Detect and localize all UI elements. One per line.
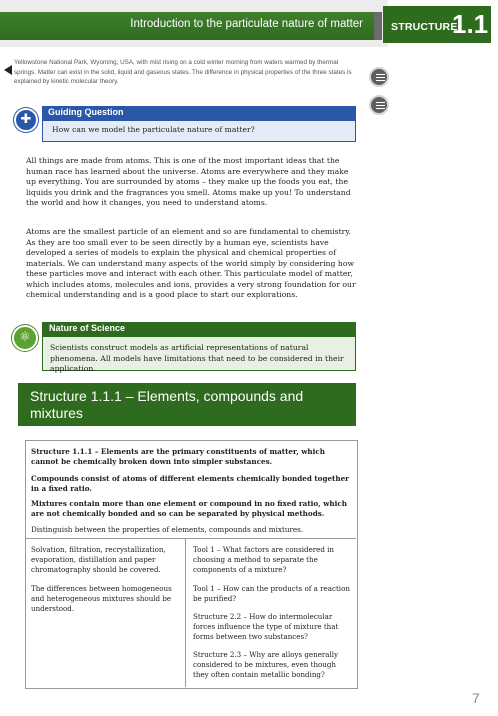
link-question: Structure 2.3 – Why are alloys generally considered to be mixtures, even though they often contain metallic bonding? — [193, 650, 339, 679]
badge-number: 1.1 — [452, 9, 489, 39]
guidance-item: Solvation, filtration, recrystallization, evaporation, distillation and paper chromatography should be covered. — [31, 545, 166, 574]
section-heading: Structure 1.1.1 – Elements, compounds and mixtures — [30, 388, 304, 421]
guiding-question-text: How can we model the particulate nature of matter? — [52, 125, 255, 134]
body-paragraph: All things are made from atoms. This is one of the most important ideas that the human race has learned about the universe. Atoms are everywhere and they make up everything. You are surrounded by atoms – they make up the foods you eat, the liquids you drink and the fragrances you smell. Atoms make up you! To understand the world and how it changes, you need to understand atoms. — [26, 156, 351, 207]
guidance-item: The differences between homogeneous and heterogeneous mixtures should be understood. — [31, 584, 172, 613]
syllabus-understanding: Distinguish between the properties of elements, compounds and mixtures. — [31, 525, 304, 534]
syllabus-statement: Mixtures contain more than one element or compound in no fixed ratio, which are not chemically bonded and so can be separated by physical methods. — [31, 499, 347, 518]
nature-of-science-text: Scientists construct models as artificial representations of natural phenomena. All models have limitations that need to be considered in their application. — [50, 343, 344, 373]
body-paragraph: Atoms are the smallest particle of an element and so are fundamental to chemistry. As they are too small ever to be seen directly by a human eye, scientists have developed a series of models to explain the physical and chemical properties of materials. We can understand many aspects of the world simply by considering how these particles move and interact with each other. This particulate model of matter, which includes atoms, molecules and ions, provides a very strong foundation for our chemical understanding and is a good place to start our explorations. — [26, 227, 356, 299]
nature-of-science-label: Nature of Science — [49, 323, 126, 333]
atom-icon: ⚛ — [12, 325, 38, 351]
notes-icon[interactable] — [369, 67, 389, 87]
syllabus-code: Structure 1.1.1 — [31, 447, 93, 456]
page-number: 7 — [472, 690, 480, 706]
syllabus-column-divider — [185, 539, 186, 687]
photo-caption: Yellowstone National Park, Wyoming, USA, with mist rising on a cold winter morning from waters warmed by thermal springs. Matter can exist in the solid, liquid and gaseous states. The difference in physical properties of the three states is explained by kinetic molecular theory. — [14, 59, 352, 85]
chapter-title: Introduction to the particulate nature of matter — [130, 18, 363, 30]
arrow-left-icon — [4, 65, 12, 75]
header-corner — [374, 12, 382, 40]
notes-icon[interactable] — [369, 95, 389, 115]
compass-icon: ✚ — [14, 108, 38, 132]
link-question: Tool 1 – How can the products of a reaction be purified? — [193, 584, 350, 603]
structure-badge — [383, 6, 491, 43]
badge-word: STRUCTURE — [391, 21, 458, 33]
syllabus-statement: Compounds consist of atoms of different elements chemically bonded together in a fixed ratio. — [31, 474, 349, 493]
guiding-question-label: Guiding Question — [48, 107, 124, 117]
syllabus-statement-text: – Elements are the primary constituents of matter, which cannot be chemically broken down into simpler substances. — [31, 447, 325, 466]
link-question: Tool 1 – What factors are considered in choosing a method to separate the components of a mixture? — [193, 545, 335, 574]
syllabus-separator — [25, 538, 356, 539]
syllabus-statement — [31, 447, 352, 467]
link-question: Structure 2.2 – How do intermolecular forces influence the type of mixture that forms between two substances? — [193, 612, 339, 641]
